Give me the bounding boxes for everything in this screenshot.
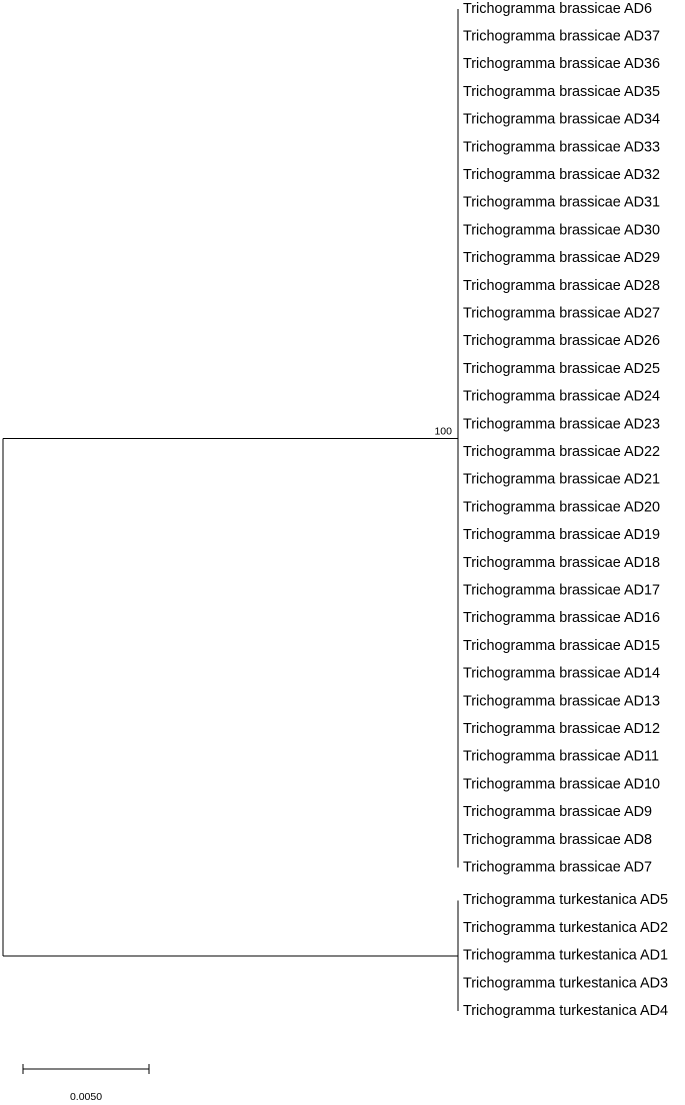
bootstrap-value: 100 [434, 425, 452, 438]
leaf-label: Trichogramma brassicae AD23 [463, 416, 661, 433]
bootstrap-values [434, 425, 452, 437]
leaf-label: Trichogramma brassicae AD16 [463, 610, 661, 627]
leaf-label: Trichogramma brassicae AD20 [463, 499, 661, 516]
leaf-label: Trichogramma brassicae AD34 [463, 111, 661, 128]
leaf-label: Trichogramma brassicae AD6 [463, 0, 653, 17]
leaf-label: Trichogramma brassicae AD17 [463, 582, 661, 599]
leaf-label: Trichogramma brassicae AD19 [463, 527, 661, 544]
leaf-label: Trichogramma brassicae AD33 [463, 139, 661, 156]
leaf-label: Trichogramma brassicae AD7 [463, 859, 653, 876]
leaf-label: Trichogramma brassicae AD10 [463, 776, 661, 793]
leaf-label: Trichogramma brassicae AD31 [463, 194, 661, 211]
leaf-labels [463, 1, 668, 1019]
leaf-label: Trichogramma brassicae AD27 [463, 305, 661, 322]
leaf-label: Trichogramma turkestanica AD4 [463, 1002, 669, 1019]
leaf-label: Trichogramma turkestanica AD5 [463, 892, 669, 909]
leaf-label: Trichogramma turkestanica AD3 [463, 975, 669, 992]
leaf-label: Trichogramma brassicae AD18 [463, 554, 661, 571]
scale-bar-label: 0.0050 [69, 1091, 103, 1103]
scale-bar [23, 1064, 149, 1103]
leaf-label: Trichogramma turkestanica AD1 [463, 947, 669, 964]
leaf-label: Trichogramma brassicae AD14 [463, 665, 661, 682]
leaf-label: Trichogramma brassicae AD21 [463, 471, 661, 488]
leaf-label: Trichogramma turkestanica AD2 [463, 919, 669, 936]
leaf-label: Trichogramma brassicae AD29 [463, 250, 661, 267]
leaf-label: Trichogramma brassicae AD30 [463, 222, 661, 239]
leaf-label: Trichogramma brassicae AD26 [463, 333, 661, 350]
leaf-label: Trichogramma brassicae AD25 [463, 360, 661, 377]
leaf-label: Trichogramma brassicae AD15 [463, 637, 661, 654]
leaf-label: Trichogramma brassicae AD22 [463, 443, 661, 460]
leaf-label: Trichogramma brassicae AD9 [463, 804, 653, 821]
leaf-label: Trichogramma brassicae AD36 [463, 56, 661, 73]
tree-branches [3, 9, 458, 1011]
leaf-label: Trichogramma brassicae AD24 [463, 388, 661, 405]
leaf-label: Trichogramma brassicae AD37 [463, 28, 661, 45]
leaf-label: Trichogramma brassicae AD12 [463, 720, 661, 737]
leaf-label: Trichogramma brassicae AD11 [463, 748, 659, 765]
leaf-label: Trichogramma brassicae AD28 [463, 277, 661, 294]
leaf-label: Trichogramma brassicae AD8 [463, 831, 653, 848]
leaf-label: Trichogramma brassicae AD32 [463, 166, 661, 183]
leaf-label: Trichogramma brassicae AD13 [463, 693, 661, 710]
leaf-label: Trichogramma brassicae AD35 [463, 83, 661, 100]
